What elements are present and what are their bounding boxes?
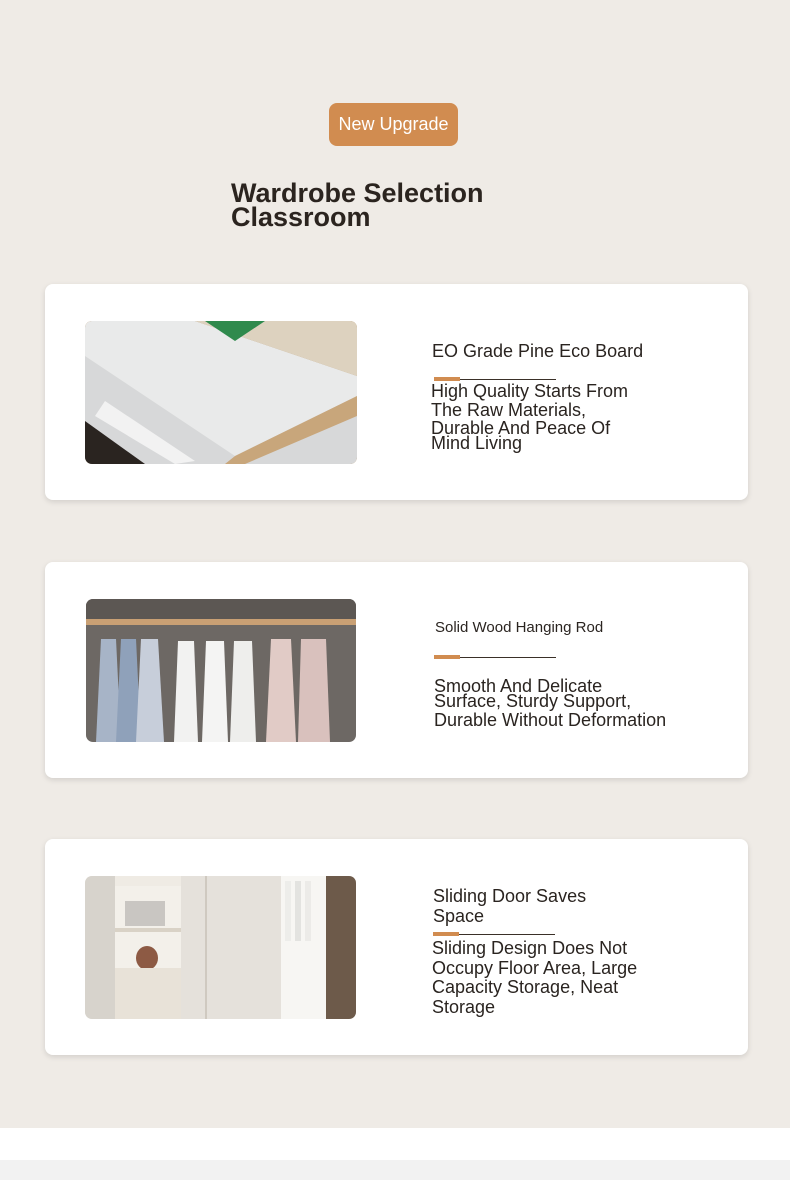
eco-board-photo [85, 321, 357, 464]
divider-line [460, 379, 556, 380]
title-line: Space [433, 906, 485, 926]
description-line: Capacity Storage, Neat [432, 977, 619, 997]
divider-accent [434, 655, 460, 659]
feature-card-hanging-rod [45, 562, 748, 778]
description-line: The Raw Materials, [431, 400, 587, 420]
card-description [434, 677, 666, 730]
divider-accent [433, 932, 459, 936]
description-line: Mind Living [431, 433, 523, 453]
divider-line [459, 934, 555, 935]
title-line: Sliding Door Saves [433, 886, 587, 906]
card-divider [434, 655, 556, 659]
description-line: Durable And Peace Of [431, 418, 611, 438]
card-description [431, 382, 628, 453]
hanging-rod-photo [86, 599, 356, 742]
description-line: Surface, Sturdy Support, [434, 691, 632, 711]
feature-card-sliding-door [45, 839, 748, 1055]
divider-line [460, 657, 556, 658]
card-title: Solid Wood Hanging Rod [435, 619, 604, 636]
page-title-line-1: Wardrobe Selection [231, 178, 484, 208]
card-divider [433, 932, 555, 936]
card-title: EO Grade Pine Eco Board [432, 341, 644, 361]
description-line: Occupy Floor Area, Large [432, 957, 638, 978]
page-title [231, 178, 531, 232]
feature-card-eco-board [45, 284, 748, 500]
page-title-line-2: Classroom [231, 202, 371, 232]
description-line: Durable Without Deformation [434, 710, 667, 730]
description-line: Sliding Design Does Not [432, 938, 628, 958]
description-line: High Quality Starts From [431, 381, 629, 401]
new-upgrade-badge: New Upgrade [329, 103, 458, 146]
description-line: Storage [432, 996, 496, 1017]
description-line: Smooth And Delicate [434, 676, 603, 696]
sliding-door-photo [85, 876, 356, 1019]
card-title [433, 886, 586, 926]
footer-band [0, 1128, 790, 1160]
footer-strip [0, 1160, 790, 1180]
card-description [432, 939, 637, 1017]
